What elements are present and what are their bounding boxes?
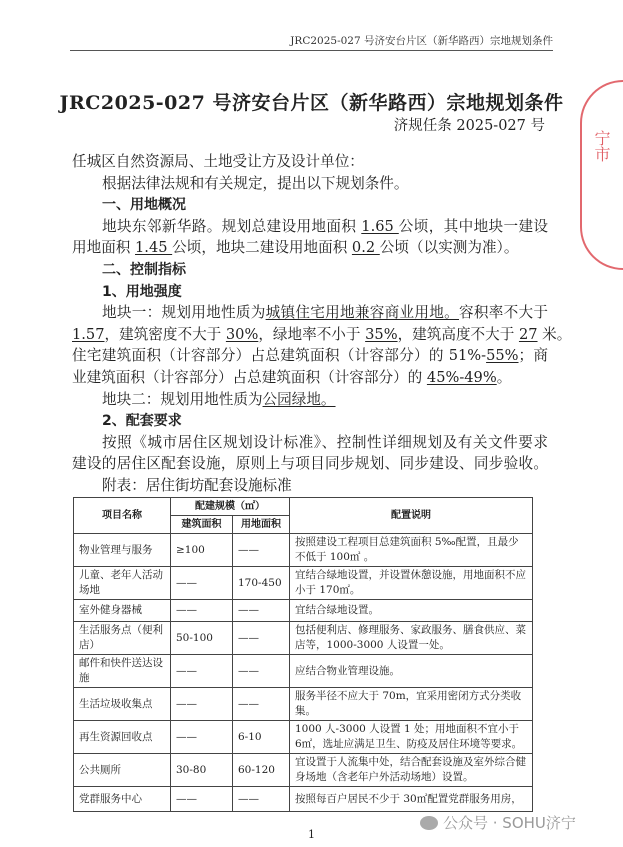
text-segment: 容积率不大于 — [459, 304, 548, 322]
text-line — [72, 237, 548, 259]
underlined-value: 公园绿地。 — [262, 390, 336, 408]
underlined-value: 45%-49% — [426, 369, 497, 386]
cell-land: —— — [233, 622, 290, 655]
cell-name: 邮件和快件送达设施 — [74, 655, 171, 688]
col-header-name: 项目名称 — [74, 498, 171, 534]
text-line — [72, 345, 548, 367]
cell-building: —— — [171, 721, 233, 754]
text-segment: 按照《城市居住区规划设计标准》、控制性详细规划及有关文件要求 — [102, 433, 548, 451]
table-row — [74, 754, 533, 787]
cell-note: 宜结合绿地设置。 — [290, 600, 533, 622]
cell-land: —— — [233, 534, 290, 567]
text-segment: 附表：居住街坊配套设施标准 — [102, 477, 292, 494]
underlined-value: 0.2 — [351, 239, 380, 257]
cell-note: 按照每百户居民不少于 30㎡配置党群服务用房， — [290, 787, 533, 812]
cell-note: 包括便利店、修理服务、家政服务、膳食供应、菜店等，1000-3000 人设置一处。 — [290, 622, 533, 655]
text-segment: 一、用地概况 — [102, 197, 186, 214]
cell-name: 儿童、老年人活动场地 — [74, 567, 171, 600]
underlined-value: 1.65 — [361, 217, 399, 235]
text-segment: 地块一：规划用地性质为 — [102, 304, 266, 322]
page-number: 1 — [308, 828, 315, 841]
text-line — [72, 302, 548, 324]
underlined-value: 1.45 — [135, 239, 173, 257]
cell-building: —— — [171, 600, 233, 622]
text-line — [72, 410, 548, 432]
document-title: JRC2025-027 号济安台片区（新华路西）宗地规划条件 — [59, 92, 564, 114]
underlined-value: 1.57 — [72, 325, 105, 343]
cell-note: 宜结合绿地设置，并设置休憩设施，用地面积不应小于 170㎡。 — [290, 567, 533, 600]
text-segment: ；商 — [518, 347, 548, 365]
cell-name: 物业管理与服务 — [74, 534, 171, 567]
cell-name: 生活服务点（便利店） — [74, 622, 171, 655]
text-segment: 。 — [496, 369, 512, 386]
cell-note: 1000 人-3000 人设置 1 处；用地面积不宜小于 6㎡，选址应满足卫生、防疫及居住环境等要求。 — [290, 721, 533, 754]
cell-building: —— — [171, 787, 233, 812]
cell-name: 公共厕所 — [74, 754, 171, 787]
cell-building: —— — [171, 655, 233, 688]
text-segment: 住宅建筑面积（计容部分）占总建筑面积（计容部分）的 51%- — [72, 347, 487, 365]
text-segment: ，绿地率不小于 — [258, 325, 366, 343]
col-header-land-area: 用地面积 — [233, 516, 290, 534]
text-line — [72, 259, 548, 281]
table-row — [74, 600, 533, 622]
text-segment: 业建筑面积（计容部分）占总建筑面积（计容部分）的 — [72, 369, 427, 386]
cell-land: —— — [233, 787, 290, 812]
table-row — [74, 534, 533, 567]
underlined-value: 35% — [365, 325, 398, 343]
text-line — [72, 216, 548, 238]
cell-name: 室外健身器械 — [74, 600, 171, 622]
cell-name: 再生资源回收点 — [74, 721, 171, 754]
cell-note: 服务半径不应大于 70m，宜采用密闭方式分类收集。 — [290, 688, 533, 721]
text-line — [72, 281, 548, 303]
text-segment: 1、用地强度 — [102, 283, 182, 300]
facilities-table — [73, 497, 533, 812]
underlined-value: 城镇住宅用地兼容商业用地。 — [265, 304, 459, 322]
watermark-text: 公众号 · SOHU济宁 — [443, 814, 576, 832]
col-header-scale: 配建规模（㎡） — [171, 498, 290, 516]
cell-note: 应结合物业管理设施。 — [290, 655, 533, 688]
cell-building: 50-100 — [171, 622, 233, 655]
cell-building: 30-80 — [171, 754, 233, 787]
cell-land: 6-10 — [233, 721, 290, 754]
table-row — [74, 688, 533, 721]
wechat-icon — [420, 816, 438, 830]
text-segment: ，建筑高度不大于 — [397, 325, 519, 343]
cell-building: —— — [171, 688, 233, 721]
text-segment: 二、控制指标 — [102, 262, 186, 278]
text-line — [72, 475, 548, 497]
cell-land: —— — [233, 600, 290, 622]
text-segment: ，建筑密度不大于 — [104, 325, 226, 343]
table-row — [74, 567, 533, 600]
cell-land: —— — [233, 688, 290, 721]
text-line — [72, 389, 548, 411]
cell-building: ≥100 — [171, 534, 233, 567]
text-segment: 地块东邻新华路。规划总建设用地面积 — [102, 217, 362, 235]
text-segment: 2、配套要求 — [102, 413, 182, 430]
text-line — [72, 432, 548, 454]
underlined-value: 55% — [486, 347, 519, 365]
table-row — [74, 622, 533, 655]
cell-name: 党群服务中心 — [74, 787, 171, 812]
watermark — [420, 812, 576, 833]
underlined-value: 27 — [518, 325, 538, 343]
text-line — [72, 324, 572, 346]
text-line — [72, 367, 548, 389]
table-row — [74, 787, 533, 812]
col-header-building-area: 建筑面积 — [171, 516, 233, 534]
text-segment: 米。 — [537, 325, 572, 343]
underlined-value: 30% — [225, 325, 259, 343]
col-header-note: 配置说明 — [290, 498, 533, 534]
text-segment: 用地面积 — [72, 239, 136, 257]
cell-name: 生活垃圾收集点 — [74, 688, 171, 721]
cell-land: —— — [233, 655, 290, 688]
cell-land: 60-120 — [233, 754, 290, 787]
text-line — [72, 194, 548, 216]
running-header: JRC2025-027 号济安台片区（新华路西）宗地规划条件 — [290, 35, 553, 47]
text-segment: 建设的居住区配套设施，原则上与项目同步规划、同步建设、同步验收。 — [72, 455, 548, 473]
text-segment: 地块二：规划用地性质为 — [102, 390, 263, 408]
text-line — [72, 173, 548, 195]
text-segment: 根据法律法规和有关规定，提出以下规划条件。 — [102, 174, 409, 192]
cell-land: 170-450 — [233, 567, 290, 600]
text-line — [72, 453, 548, 475]
seal-text: 宁市 — [592, 130, 611, 162]
cell-building: —— — [171, 567, 233, 600]
table-row — [74, 721, 533, 754]
table-row — [74, 655, 533, 688]
cell-note: 宜设置于人流集中处，结合配套设施及室外综合健身场地（含老年户外活动场地）设置。 — [290, 754, 533, 787]
text-segment: 公顷（以实测为准）。 — [379, 239, 519, 257]
header-divider — [70, 50, 553, 51]
cell-note: 按照建设工程项目总建筑面积 5‰配置，且最少不低于 100㎡ 。 — [290, 534, 533, 567]
text-segment: 任城区自然资源局、土地受让方及设计单位： — [72, 153, 364, 170]
document-number: 济规任条 2025-027 号 — [393, 118, 545, 134]
text-line — [72, 151, 548, 173]
text-segment: 公顷，其中地块一建设 — [398, 217, 548, 235]
text-segment: 公顷，地块二建设用地面积 — [172, 239, 352, 257]
